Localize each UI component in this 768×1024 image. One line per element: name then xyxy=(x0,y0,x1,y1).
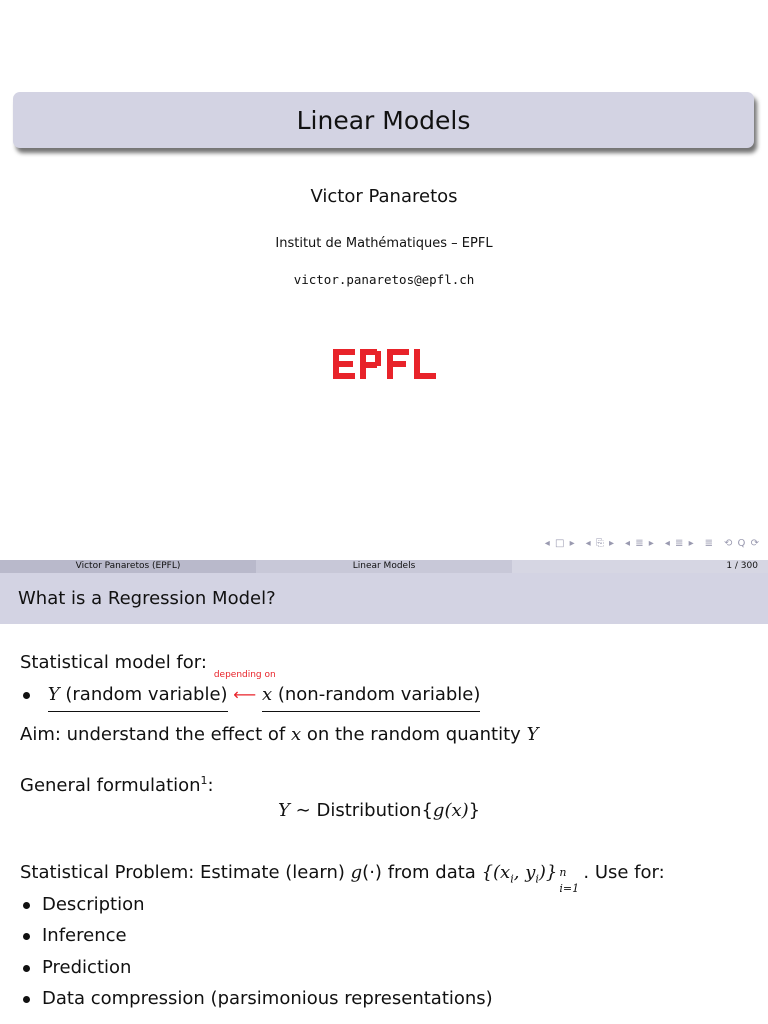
footnote-marker[interactable]: 1 xyxy=(200,774,208,787)
footer-title: Linear Models xyxy=(256,560,512,573)
bullet-icon xyxy=(23,965,30,972)
general-formulation: General formulation$^1$: xyxy=(20,774,214,796)
nav-toc-icon[interactable]: ≣ xyxy=(704,538,714,549)
list-item: Prediction xyxy=(20,957,131,978)
bullet-model xyxy=(20,670,481,705)
list-item: Description xyxy=(20,894,145,915)
nav-subsection-icon[interactable]: ◂ ⎘ ▸ xyxy=(585,538,616,549)
nav-section-icon[interactable]: ◂ ≣ ▸ xyxy=(625,538,655,549)
slide-footer xyxy=(0,560,768,573)
bullet-icon xyxy=(23,692,30,699)
depending-on-arrow: depending on ⟵ xyxy=(213,670,276,704)
distribution-formula: Y ∼ Distribution{g(x)} xyxy=(278,800,481,821)
epfl-logo xyxy=(332,346,438,382)
footer-author: Victor Panaretos (EPFL) xyxy=(0,560,256,573)
statistical-problem: Statistical Problem: Estimate (learn) g(·) from data {($x_i$, $y_i$)} n i=1 . Use for: xyxy=(20,862,665,895)
author-email[interactable]: victor.panaretos@epfl.ch xyxy=(293,272,475,287)
aim-text: Aim: understand the effect of x on the random quantity Y xyxy=(20,724,539,745)
y-random-variable: Y (random variable) xyxy=(48,684,228,712)
footer-page-number: 1 / 300 xyxy=(512,560,768,573)
nav-frame-icon[interactable]: ◂ □ ▸ xyxy=(544,538,576,549)
author-name: Victor Panaretos xyxy=(310,186,458,207)
beamer-navigation xyxy=(545,538,760,549)
bullet-icon xyxy=(23,996,30,1003)
bullet-icon xyxy=(23,933,30,940)
presentation-title: Linear Models xyxy=(13,92,754,148)
list-item: Inference xyxy=(20,925,127,946)
nav-document-icon[interactable]: ◂ ≣ ▸ xyxy=(664,538,695,549)
nav-search-icon[interactable]: ⟲ Q ⟳ xyxy=(724,538,760,549)
frame-title: What is a Regression Model? xyxy=(0,573,768,624)
institute: Institut de Mathématiques – EPFL xyxy=(275,236,493,251)
bullet-icon xyxy=(23,902,30,909)
list-item: Data compression (parsimonious representations) xyxy=(20,988,493,1009)
x-nonrandom-variable: x (non-random variable) xyxy=(262,684,480,712)
intro-text: Statistical model for: xyxy=(20,652,207,673)
